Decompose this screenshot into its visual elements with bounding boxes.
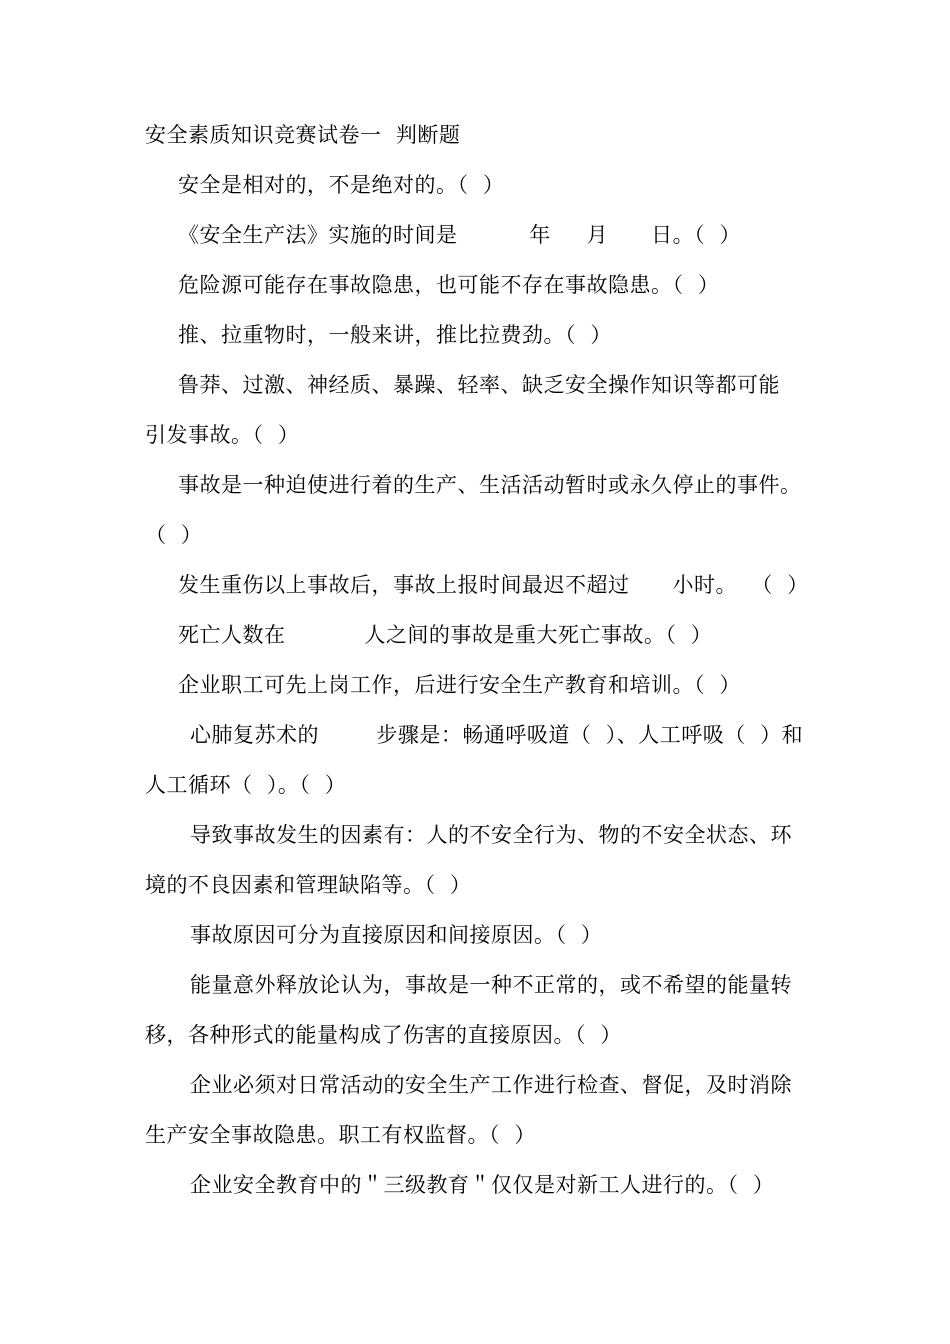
question-line-12: 事故原因可分为直接原因和间接原因。（ ） — [190, 923, 603, 947]
question-line-1: 安全是相对的，不是绝对的。（ ） — [178, 173, 505, 197]
question-line-14-cont: 生产安全事故隐患。职工有权监督。（ ） — [145, 1123, 536, 1147]
question-line-7: 发生重伤以上事故后，事故上报时间最迟不超过 小时。 （ ） — [178, 573, 809, 597]
question-line-10: 心肺复苏术的 步骤是：畅通呼吸道（ ）、人工呼吸（ ）和 — [190, 723, 804, 747]
question-line-6: 事故是一种迫使进行着的生产、生活活动暂时或永久停止的事件。 — [178, 473, 802, 497]
question-line-14: 企业必须对日常活动的安全生产工作进行检查、督促，及时消除 — [190, 1073, 792, 1097]
question-line-3: 危险源可能存在事故隐患，也可能不存在事故隐患。（ ） — [178, 273, 720, 297]
question-line-8: 死亡人数在 人之间的事故是重大死亡事故。（ ） — [178, 623, 713, 647]
question-line-10-cont: 人工循环（ ）。（ ） — [145, 773, 347, 797]
question-line-11-cont: 境的不良因素和管理缺陷等。（ ） — [145, 873, 472, 897]
question-line-4: 推、拉重物时，一般来讲，推比拉费劲。（ ） — [178, 323, 612, 347]
question-line-11: 导致事故发生的因素有：人的不安全行为、物的不安全状态、环 — [190, 823, 792, 847]
question-line-6-cont: （ ） — [145, 523, 203, 547]
question-line-15: 企业安全教育中的＂三级教育＂仅仅是对新工人进行的。（ ） — [190, 1173, 775, 1197]
question-line-5: 鲁莽、过激、神经质、暴躁、轻率、缺乏安全操作知识等都可能 — [178, 373, 780, 397]
question-line-13-cont: 移，各种形式的能量构成了伤害的直接原因。（ ） — [145, 1023, 622, 1047]
question-line-13: 能量意外释放论认为，事故是一种不正常的，或不希望的能量转 — [190, 973, 792, 997]
question-line-5-cont: 引发事故。（ ） — [145, 423, 300, 447]
question-line-9: 企业职工可先上岗工作，后进行安全生产教育和培训。（ ） — [178, 673, 741, 697]
document-title: 安全素质知识竞赛试卷一 判断题 — [145, 123, 461, 147]
question-line-2: 《安全生产法》实施的时间是 年 月 日。（ ） — [178, 223, 742, 247]
